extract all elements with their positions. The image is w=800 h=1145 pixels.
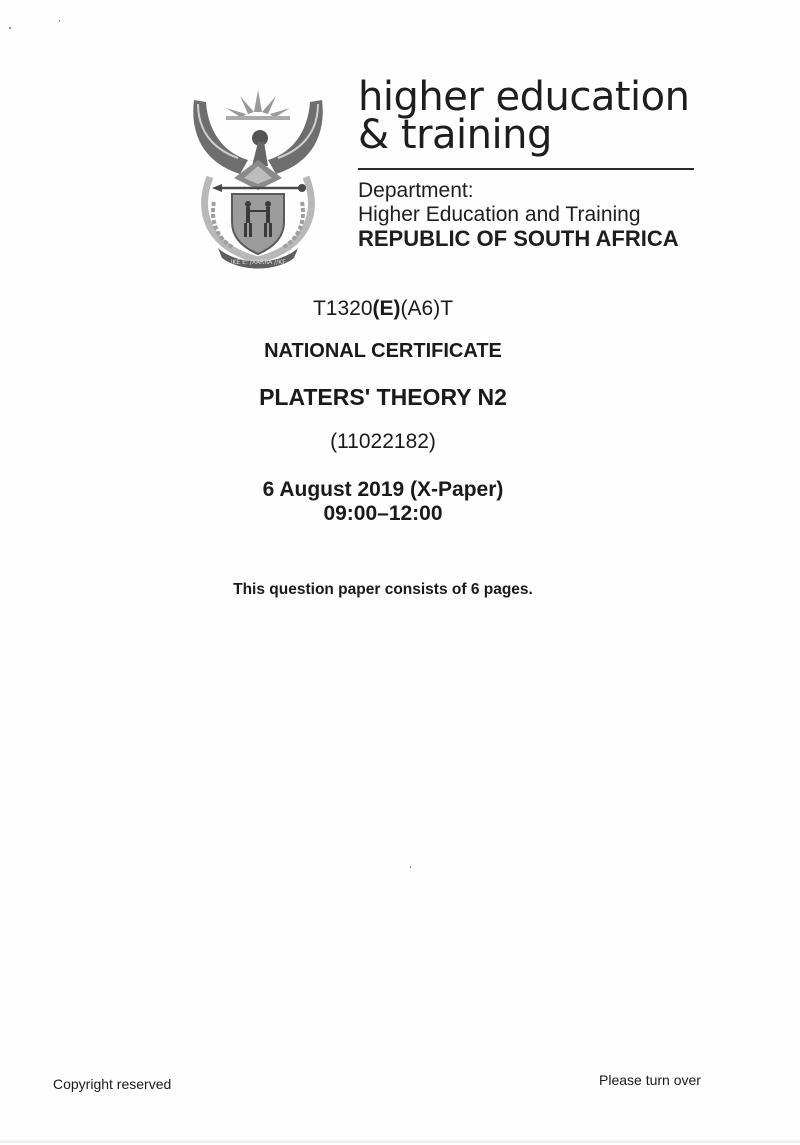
brand-title [358,74,690,158]
south-africa-coat-of-arms-icon [188,82,328,272]
paper-code-suffix: (A6)T [400,297,454,320]
certificate-title: NATIONAL CERTIFICATE [264,340,502,362]
department-name: Higher Education and Training [358,203,641,226]
subject-title: PLATERS' THEORY N2 [259,384,507,410]
scan-speck [9,27,11,29]
scan-speck [59,20,60,22]
copyright-notice: Copyright reserved [53,1076,172,1092]
paper-code [0,297,766,321]
svg-text:!KE E: /XARRA //KE: !KE E: /XARRA //KE [230,259,286,266]
brand-line-1: higher education [358,74,690,120]
country-name: REPUBLIC OF SOUTH AFRICA [358,226,679,251]
paper-code-language: (E) [372,297,401,320]
brand-line-2: & training [358,112,552,158]
exam-time: 09:00–12:00 [323,502,443,525]
turn-over-notice: Please turn over [599,1072,701,1088]
brand-divider [358,168,694,170]
exam-date: 6 August 2019 (X-Paper) [262,478,504,501]
subject-code: (11022182) [330,430,436,453]
department-block [358,179,679,251]
page-count-note: This question paper consists of 6 pages. [233,581,533,598]
page-edge [0,1140,800,1143]
paper-code-prefix: T1320 [312,297,373,320]
department-label: Department: [358,179,474,202]
scan-speck [410,866,411,868]
